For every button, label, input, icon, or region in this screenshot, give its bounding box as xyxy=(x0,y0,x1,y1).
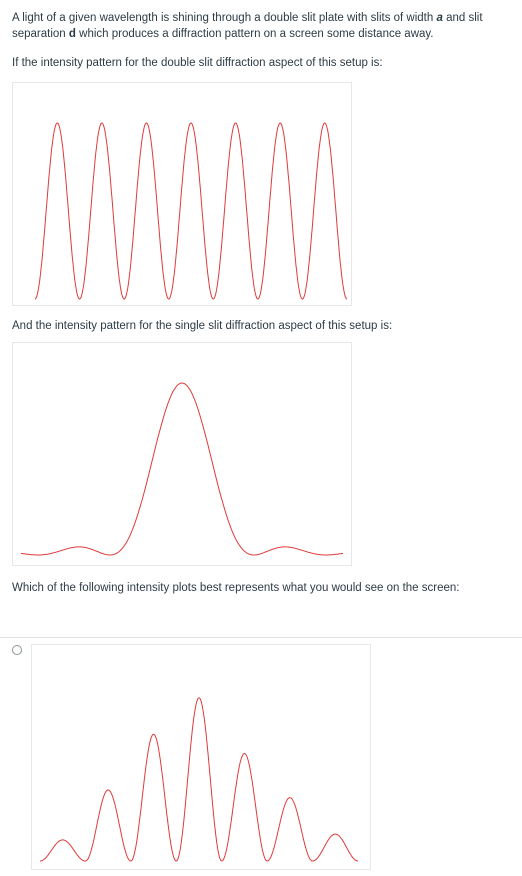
option-svg xyxy=(32,645,370,869)
option-divider xyxy=(0,637,522,638)
option-plot[interactable] xyxy=(31,644,371,870)
slit-width-symbol: a xyxy=(436,12,443,24)
slit-separation-symbol: d xyxy=(68,28,76,40)
single-slit-text: And the intensity pattern for the single slit diffraction aspect of this setup is: xyxy=(12,320,393,332)
question-prompt: Which of the following intensity plots best represents what you would see on the screen: xyxy=(12,582,460,594)
double-slit-curve xyxy=(35,123,347,299)
combined-curve xyxy=(40,698,358,861)
single-slit-svg xyxy=(13,343,351,565)
single-slit-plot xyxy=(12,342,352,566)
question-intro: A light of a given wavelength is shining through a double slit plate with slits of width a and slit separation d which produces a diffraction pattern on a screen some distance away. xyxy=(12,12,483,40)
double-slit-plot xyxy=(12,82,352,306)
option-radio[interactable] xyxy=(12,645,22,655)
single-slit-curve xyxy=(21,383,343,555)
double-slit-text: If the intensity pattern for the double slit diffraction aspect of this setup is: xyxy=(12,57,383,69)
double-slit-svg xyxy=(13,83,351,305)
